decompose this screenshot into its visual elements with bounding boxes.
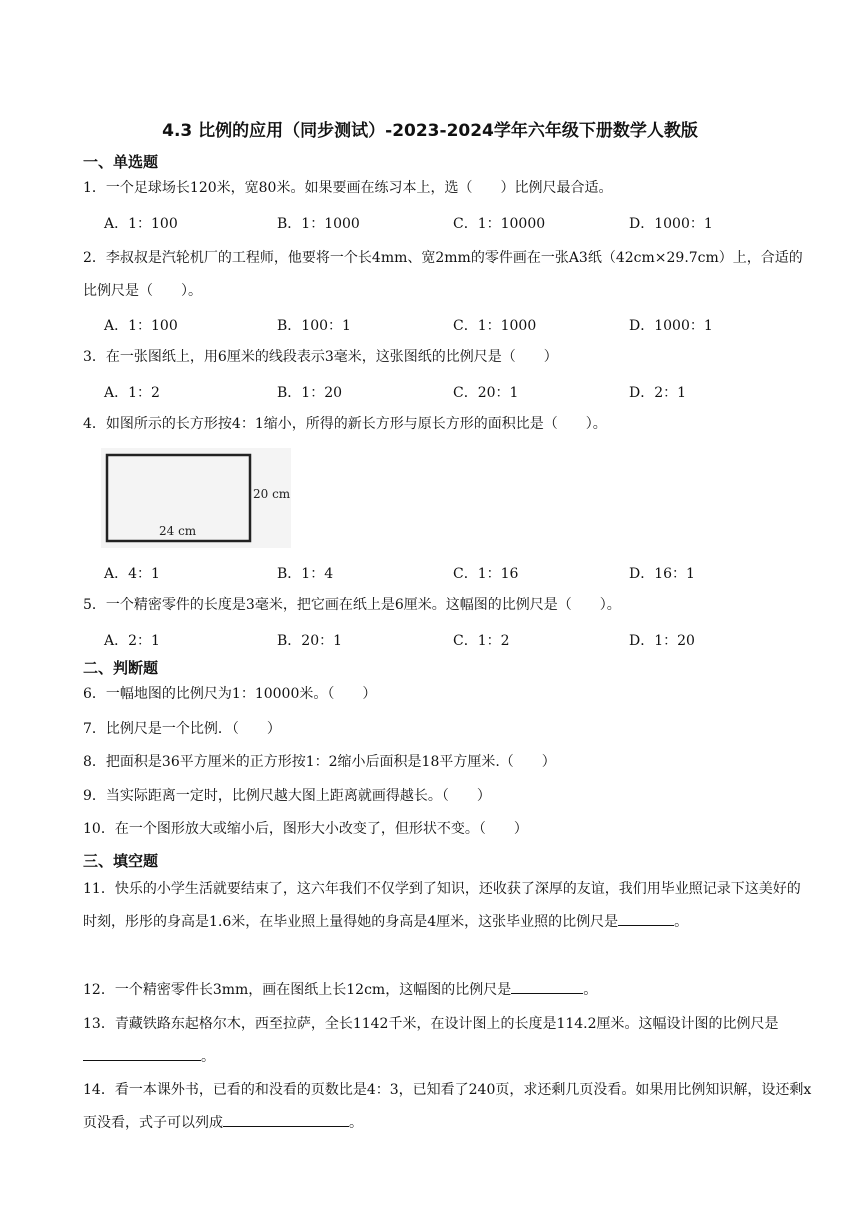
question-10: 10．在一个图形放大或缩小后，图形大小改变了，但形状不变。（ ） <box>83 821 528 837</box>
option-a: A．1：100 <box>104 216 178 232</box>
option-b: B．1：1000 <box>277 216 360 232</box>
option-b: B．20：1 <box>277 633 343 649</box>
answer-blank[interactable] <box>511 979 583 994</box>
option-a: A．1：2 <box>104 385 160 401</box>
question-14 <box>83 1074 813 1140</box>
question-13-text: 13．青藏铁路东起格尔木，西至拉萨，全长1142千米，在设计图上的长度是114.2厘米。这幅设计图的比例尺是 <box>83 1016 779 1032</box>
option-a: A．4：1 <box>104 566 160 582</box>
question-13-end: 。 <box>201 1049 215 1065</box>
question-2: 2．李叔叔是汽轮机厂的工程师，他要将一个长4mm、宽2mm的零件画在一张A3纸（42cm×29.7cm）上，合适的比例尺是（ ）。 <box>83 250 803 299</box>
option-a: A．1：100 <box>104 318 178 334</box>
question-12 <box>83 974 813 1007</box>
answer-blank[interactable] <box>223 1112 349 1127</box>
question-12-end: 。 <box>583 982 598 998</box>
question-1: 1．一个足球场长120米，宽80米。如果要画在练习本上，选（ ）比例尺最合适。 <box>83 180 613 196</box>
question-11-end: 。 <box>674 914 689 930</box>
answer-blank[interactable] <box>618 911 674 926</box>
option-c: C．1：10000 <box>453 216 546 232</box>
question-4-options <box>104 563 824 583</box>
question-12-text: 12．一个精密零件长3mm，画在图纸上长12cm，这幅图的比例尺是 <box>83 982 512 998</box>
option-c: C．1：16 <box>453 566 519 582</box>
height-label: 20 cm <box>253 487 291 501</box>
question-1-options <box>104 213 824 233</box>
option-a: A．2：1 <box>104 633 160 649</box>
question-8: 8．把面积是36平方厘米的正方形按1：2缩小后面积是18平方厘米.（ ） <box>83 754 556 770</box>
option-d: D．16：1 <box>629 566 695 582</box>
question-3: 3．在一张图纸上，用6厘米的线段表示3毫米，这张图纸的比例尺是（ ） <box>83 349 558 365</box>
question-4: 4．如图所示的长方形按4：1缩小，所得的新长方形与原长方形的面积比是（ ）。 <box>83 416 607 432</box>
question-9: 9．当实际距离一定时，比例尺越大图上距离就画得越长。（ ） <box>83 788 491 804</box>
page-title: 4.3 比例的应用（同步测试）-2023-2024学年六年级下册数学人教版 <box>162 121 698 141</box>
question-11-text: 11．快乐的小学生活就要结束了，这六年我们不仅学到了知识，还收获了深厚的友谊，我们用毕业照记录下这美好的时刻，彤彤的身高是1.6米，在毕业照上量得她的身高是4厘米，这张毕业照的比例尺是 <box>83 881 801 930</box>
question-7: 7．比例尺是一个比例．（ ） <box>83 721 281 737</box>
section-fill-blank: 三、填空题 <box>83 852 159 870</box>
question-3-options <box>104 382 824 402</box>
question-11 <box>83 873 813 939</box>
option-d: D．2：1 <box>629 385 687 401</box>
question-2-options <box>104 315 824 335</box>
option-d: D．1000：1 <box>629 318 713 334</box>
question-14-text: 14．看一本课外书，已看的和没看的页数比是4：3，已知看了240页，求还剩几页没看。如果用比例知识解，设还剩x页没看，式子可以列成 <box>83 1082 812 1131</box>
section-single-choice: 一、单选题 <box>83 153 159 171</box>
answer-blank[interactable] <box>83 1046 201 1061</box>
option-c: C．20：1 <box>453 385 519 401</box>
question-5: 5．一个精密零件的长度是3毫米，把它画在纸上是6厘米。这幅图的比例尺是（ ）。 <box>83 597 621 613</box>
option-c: C．1：2 <box>453 633 510 649</box>
question-6: 6．一幅地图的比例尺为1：10000米。（ ） <box>83 686 377 702</box>
question-5-options <box>104 630 824 650</box>
question-13 <box>83 1008 813 1074</box>
option-b: B．1：20 <box>277 385 343 401</box>
option-d: D．1000：1 <box>629 216 713 232</box>
section-true-false: 二、判断题 <box>83 659 159 677</box>
option-d: D．1：20 <box>629 633 695 649</box>
width-label: 24 cm <box>159 524 197 538</box>
option-c: C．1：1000 <box>453 318 537 334</box>
question-14-end: 。 <box>349 1115 363 1131</box>
option-b: B．1：4 <box>277 566 334 582</box>
rectangle-figure <box>101 448 291 548</box>
option-b: B．100：1 <box>277 318 351 334</box>
